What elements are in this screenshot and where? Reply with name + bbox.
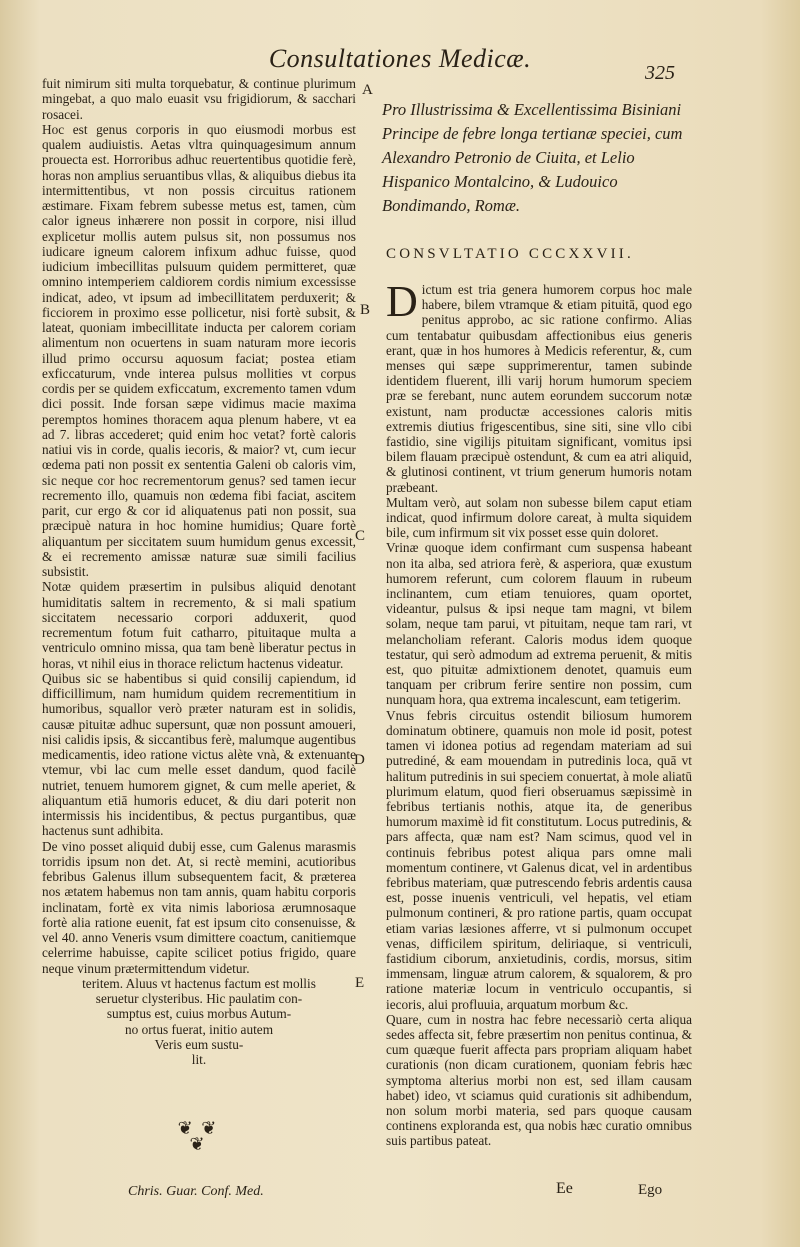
left-paragraph: fuit nimirum siti multa torquebatur, & continue plurimum mingebat, a quo malo euasit vsu frigidiorum, & sacchari rosacei. <box>42 76 356 122</box>
closing-line: no ortus fuerat, initio autem <box>124 1021 274 1037</box>
consultation-heading: Pro Illustrissima & Excellentissima Bisiniani Principe de febre longa tertianæ speciei, cum Alexandro Petronio de Ciuita, et Lelio Hispanico Montalcino, & Ludouico Bondimando, Romæ. <box>382 100 683 215</box>
left-paragraph: Hoc est genus corporis in quo eiusmodi morbus est qualem audiuistis. Aetas vltra quinquagesimum annum prouecta est. Horroribus adhuc reuertentibus quotidie ferè, horas non amplius seruantibus vllas, & aliquibus diebus ita intermittentibus, vt non possis circuitus rationem æstimare. Fixam febrem subesse metus est, tamen, cùm calor igneus inhærere non possit in corpore, nisi illud explicetur mollis autem pulsus sit, non possumus nos iudicare igneum calorem infixum adhuc fuisse, quod iudicium imbecillitas pulsuum quidem permitteret, quæ omnino intemperiem caldiorem cordis nimium excessisse indicat, adeo, vt ipsum ad imbecillitatem perduxerit; & ficciorem in proximo esse pollicetur, nisi fortè subsit, & lateat, quoniam imbecillitate inducta per calorem coriam alimentum non ocuertens in suam naturam more iecoris illud primo occursu aquosum faciat; postea etiam exficcaturum, vnde interea pulsus mollities vt corpus cordis per se quidem exficcatum, excremento tamen vdum dici possit. Inde forsan sæpe vidimus macie maxima peremptos homines thoracem aqua plenum habere, vt ea ad 7. libras accederet; quid enim hoc vetat? fortè caloris natiui vis in corde, qualis iecoris, & maior? vt, cum iecur œdema pati non possit ex sententia Galeni ob caloris vim, sic neque cor hoc recrementorum genus? sed tamen iecur recremento illo, quamuis non œdema fibi faciat, ascitem parit, cur ergo & cor id aliquatenus pati non possit, sua præcipuè natura in hoc homine humidius; Quare fortè aliquantum per siccitatem suum humidum genus excessit, & ei recremento amissæ naturæ suæ simili facilius subsistit. <box>42 121 356 579</box>
left-paragraph: De vino posset aliquid dubij esse, cum Galenus marasmis torridis ipsum non det. At, si rectè memini, acutioribus febribus Galenus illum subsequentem facit, & præterea nos ætatem habemus non tam annis, quam habitu corporis inclinatam, fortè ex vita nimis laboriosa ærumnosaque fortè alia ratione euenit, fat est ipsum cito consenuisse, & vel 40. anno Veneris vsum dimittere coactum, canitiemque celerrime habuisse, capite scilicet potius frigido, quare neque vinum prætermittendum videtur. <box>42 838 356 976</box>
drop-cap: D <box>386 277 418 326</box>
closing-line: teritem. Aluus vt hactenus factum est mollis <box>82 975 316 991</box>
left-paragraph: Notæ quidem præsertim in pulsibus aliquid denotant humiditatis saltem in recremento, & si mali spatium siccitatem necessario corpori adduxerit, quod recrementum fotum fuit catharro, pituitaque multa a ventriculo omnino missa, qua tam benè liberatur pectus in horas, vt nihil eius in thorace relictum hactenus videatur. <box>42 579 356 671</box>
right-paragraph: Vrinæ quoque idem confirmant cum suspensa habeant non ita alba, sed atriora ferè, & asperiora, quæ exustum humorem referunt, cum colorem flauum in rubeum inclinantem, cum etiam tenuiores, quam oportet, videantur, pulsus & ipsi neque tam magni, vt bilem solam, neque tam parui, vt pituitam, neque tam rari, vt melancholiam referant. Caloris modus idem quoque testatur, qui serò admodum ad extrema peruenit, & mitis est, quo pituitæ admixtionem denotet, quamuis eum tanquam per cribrum ferire sentire non possim, cum nunquam hora, qua extrema incalescunt, eam tetigerim. <box>386 540 692 708</box>
margin-marker-d: D <box>354 752 365 768</box>
closing-lines <box>42 976 356 1068</box>
closing-line: seruetur clysteribus. Hic paulatim con- <box>95 991 303 1006</box>
right-paragraph: Quare, cum in nostra hac febre necessariò certa aliqua sedes affecta sit, febre præsertim non penitus continua, & cum quæque fuerit affecta pars propriam aliquam habet curationis (non dicam curationem, quoniam febris hæc symptoma alterius morbi non est, sed illam causam habet) ideo, vt sciamus quid curationis sit adhibendum, non solum morbi materia, sed pars quoque causam continens exploranda est, qua nobis hæc curatio omnibus suis partibus pateat. <box>386 1011 692 1149</box>
closing-line: Veris eum sustu- <box>154 1036 244 1052</box>
margin-marker-c: C <box>355 528 366 544</box>
catchword: Ego <box>638 1182 663 1198</box>
running-head: Consultationes Medicæ. <box>268 44 532 73</box>
margin-marker-b: B <box>360 302 371 318</box>
page-number: 325 <box>645 62 675 84</box>
margin-marker-e: E <box>355 975 365 991</box>
signature-mark: Ee <box>556 1180 573 1197</box>
right-paragraph: ictum est tria genera humorem corpus hoc male habere, bilem vtramque & etiam pituitā, quod ego penitus approbo, ac sic ratione confirmo. Alias cum tentabatur quibusdam affectionibus eius generis erant, quæ in hos humores à Medicis referentur, &, cum menses qui sæpe supprimerentur, tamen subinde identidem fluerent, illi varij horum humorum speciem præ se ferebant, nunc autem eorundem succorum notæ existunt, nam productæ accessiones caloris mitis extremis diutius frigescentibus, sine siti, sine vllo cibi fastidio, sine vigilijs pituitam significant, vomitus ipsi bilem flauam præcipuè ostendunt, & cum ea atri aliquid, & glutinosi continent, vt trium generum humoris notam præbeant. <box>386 282 692 495</box>
printer-line: Chris. Guar. Conf. Med. <box>128 1184 264 1199</box>
left-column <box>42 76 356 1067</box>
left-paragraph: Quibus sic se habentibus si quid consilij capiendum, id difficillimum, nam humidum quidem recrementitium in humoribus, squallor verò præter naturam est in solidis, causæ pituitæ adhuc supersunt, quæ non possunt amoueri, nisi calidis ipsis, & siccantibus ferè, malumque augentibus medicamentis, ideo ratione victus alète vnà, & extenuante vtemur, vbi lac cum melle esset dandum, quod facilè nutriet, tenuem humorem gignet, & cum melle aperiet, & aliquantum etiā humoris educet, & diu dari poterit non intermissis his incidentibus, & pectus purgantibus, quæ hactenus sunt adhibita. <box>42 670 356 839</box>
right-paragraph: Multam verò, aut solam non subesse bilem caput etiam indicat, quod infirmum dolore careat, à multa siquidem bile, cum infirmum sit vix posset esse quin doloret. <box>386 494 692 541</box>
ornament: ❦ ❦ ❦ <box>177 1118 219 1154</box>
right-column <box>386 277 692 1149</box>
right-paragraph: Vnus febris circuitus ostendit biliosum humorem dominatum obtinere, quamuis non mole id posit, potest tamen vi idonea potius ad regendam materiam ad sui putrediné, & eam mouendam in putredinis loca, quā vt halitum putredinis in sui speciem conuertat, à mole aliatū plurimum elatum, quod fieri obseruamus sæpissimè in febribus tertianis nothis, atque ita, de generibus humorum maximè id fit constitutum. Locus putredinis, & pars affecta, quæ nam est? Nam scimus, quod vel in continuis febribus potest aliqua pars omne mali momentum continere, vt Galenus dicat, vel in ardentibus febribus materiam, quæ putrescendo febris ardentis causa est, posse inuenis ventriculi, vel hepatis, vel etiam pulmonum contineri, & pro ratione partis, quam occupat etiam varias læsiones afferre, vt si pulmonum occupet venas, difficilem spiritum, deliriaque, si ventriculi, fastidium ciborum, anxietudinis, cordis, morsus, sitim immensam, linguæ atrum calorem, & squalorem, & pro ratione materiæ locum in ventriculo occupantis, si iecoris, alui profluuia, arquatum morbum &c. <box>386 707 692 1012</box>
closing-line: lit. <box>191 1052 207 1067</box>
consultation-number: CONSVLTATIO CCCXXVII. <box>386 246 634 262</box>
closing-line: sumptus est, cuius morbus Autum- <box>106 1006 292 1022</box>
margin-marker-a: A <box>362 82 373 98</box>
